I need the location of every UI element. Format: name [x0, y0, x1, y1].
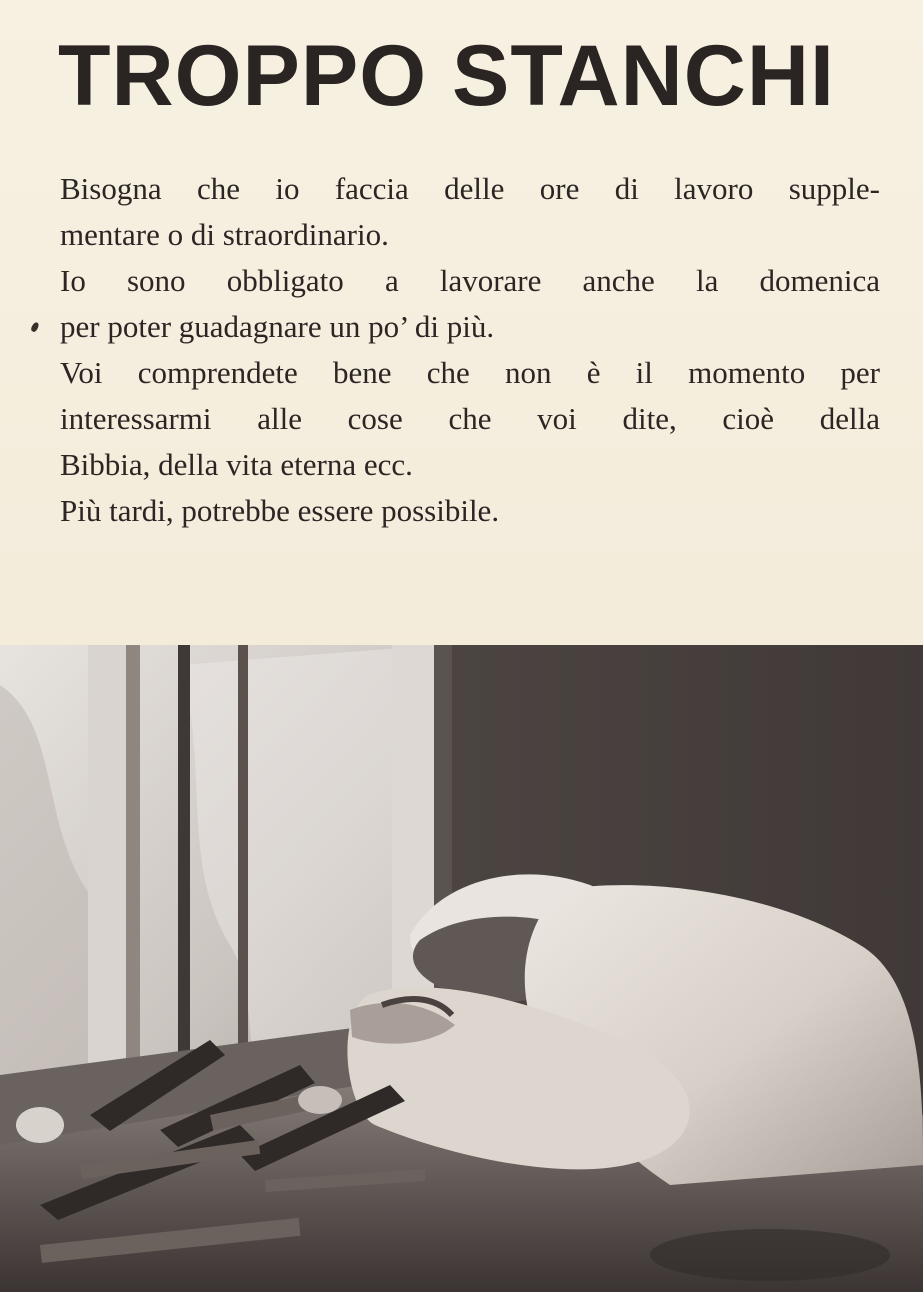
- photo-tired-worker: [0, 645, 923, 1292]
- body-line-2: mentare o di straordinario.: [60, 217, 389, 252]
- body-line-6: interessarmi alle cose che voi dite, cioè della: [60, 401, 880, 436]
- body-line-8: Più tardi, potrebbe essere possibile.: [60, 493, 500, 528]
- body-line-7: Bibbia, della vita eterna ecc.: [60, 447, 413, 482]
- body-text: [60, 166, 880, 534]
- page-title: TROPPO STANCHI: [58, 28, 835, 124]
- body-line-1: Bisogna che io faccia delle ore di lavoro supple-: [60, 171, 880, 206]
- photo-illustration: [0, 645, 923, 1292]
- body-line-3: Io sono obbligato a lavorare anche la domenica: [60, 263, 880, 298]
- body-line-5: Voi comprendete bene che non è il momento per: [60, 355, 880, 390]
- body-line-4: per poter guadagnare un po’ di più.: [60, 309, 495, 344]
- ink-mark: [30, 321, 40, 333]
